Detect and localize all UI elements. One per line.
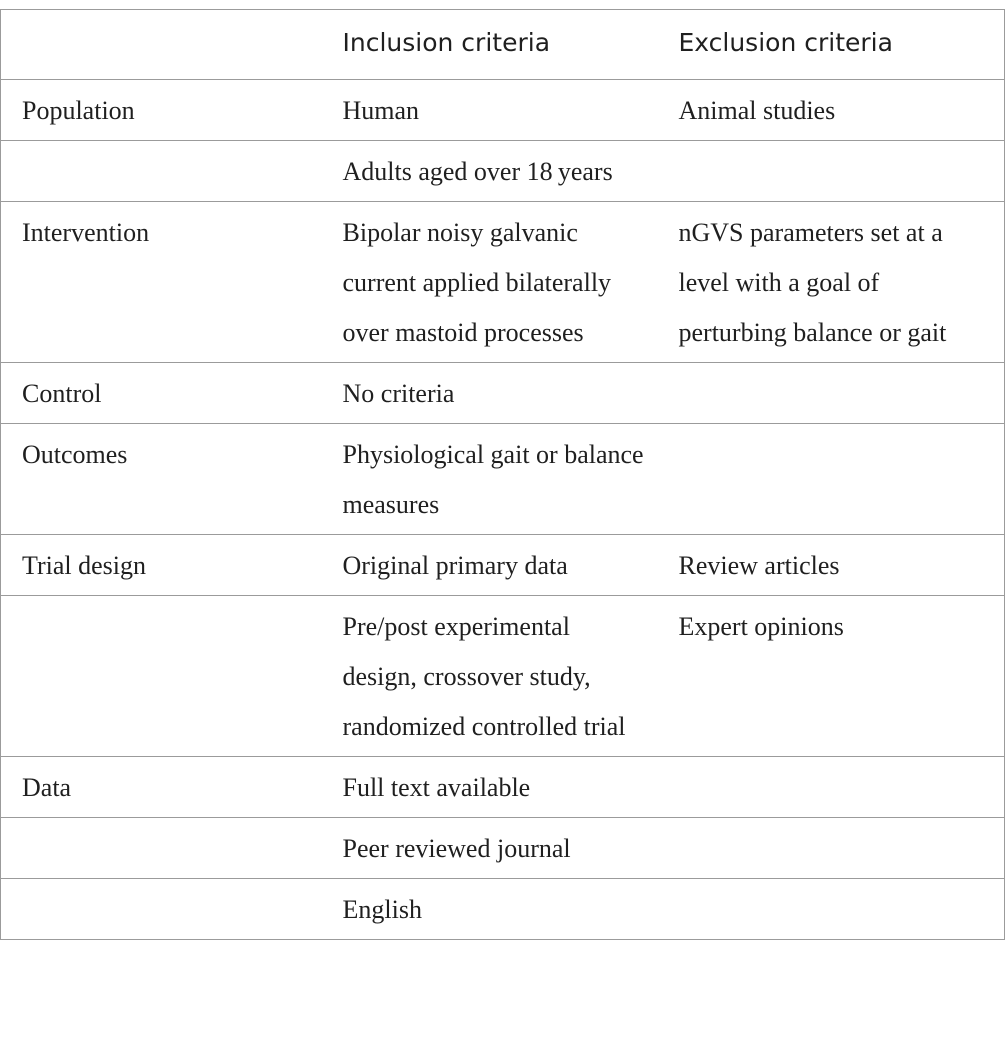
header-cell-inclusion: Inclusion criteria xyxy=(321,10,659,80)
table-row xyxy=(1,363,1005,424)
inclusion-cell: Peer reviewed journal xyxy=(321,818,659,879)
header-row xyxy=(1,10,1005,80)
table-row xyxy=(1,141,1005,202)
criteria-table xyxy=(0,9,1005,940)
exclusion-cell: nGVS parameters set at a level with a goal of perturbing balance or gait xyxy=(659,202,1005,363)
exclusion-cell xyxy=(659,757,1005,818)
category-cell: Intervention xyxy=(1,202,321,363)
table-row xyxy=(1,879,1005,940)
table-row xyxy=(1,596,1005,757)
inclusion-cell: Full text available xyxy=(321,757,659,818)
inclusion-cell: Original primary data xyxy=(321,535,659,596)
table-body xyxy=(1,80,1005,940)
table-row xyxy=(1,535,1005,596)
exclusion-cell: Review articles xyxy=(659,535,1005,596)
category-cell: Outcomes xyxy=(1,424,321,535)
category-cell: Population xyxy=(1,80,321,141)
table-row xyxy=(1,424,1005,535)
category-cell xyxy=(1,818,321,879)
inclusion-cell: Physiological gait or balance measures xyxy=(321,424,659,535)
inclusion-cell: Bipolar noisy galvanic current applied bilaterally over mastoid processes xyxy=(321,202,659,363)
exclusion-cell xyxy=(659,818,1005,879)
category-cell: Data xyxy=(1,757,321,818)
category-cell xyxy=(1,596,321,757)
table-header xyxy=(1,10,1005,80)
category-cell xyxy=(1,141,321,202)
exclusion-cell xyxy=(659,141,1005,202)
table-row xyxy=(1,818,1005,879)
inclusion-cell: Adults aged over 18 years xyxy=(321,141,659,202)
category-cell: Control xyxy=(1,363,321,424)
header-cell-exclusion: Exclusion criteria xyxy=(659,10,1005,80)
inclusion-cell: Human xyxy=(321,80,659,141)
category-cell: Trial design xyxy=(1,535,321,596)
table-row xyxy=(1,202,1005,363)
exclusion-cell xyxy=(659,424,1005,535)
exclusion-cell xyxy=(659,879,1005,940)
header-cell-category xyxy=(1,10,321,80)
category-cell xyxy=(1,879,321,940)
table-row xyxy=(1,757,1005,818)
exclusion-cell: Animal studies xyxy=(659,80,1005,141)
inclusion-cell: No criteria xyxy=(321,363,659,424)
inclusion-cell: English xyxy=(321,879,659,940)
inclusion-cell: Pre/post experimental design, crossover study, randomized controlled trial xyxy=(321,596,659,757)
exclusion-cell xyxy=(659,363,1005,424)
table-row xyxy=(1,80,1005,141)
exclusion-cell: Expert opinions xyxy=(659,596,1005,757)
